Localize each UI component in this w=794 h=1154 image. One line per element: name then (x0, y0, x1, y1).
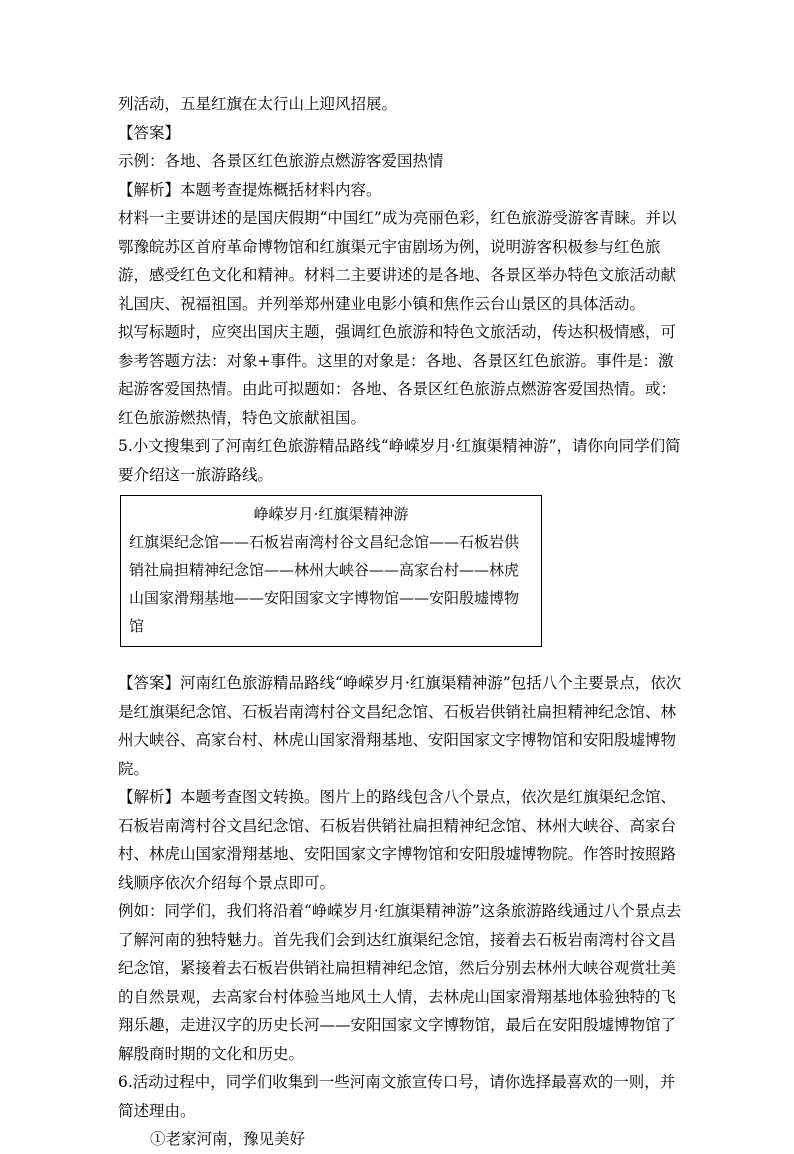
analysis-paragraph-2: 拟写标题时，应突出国庆主题，强调红色旅游和特色文旅活动，传达积极情感，可参考答题方法：对象+事件。这里的对象是：各地、各景区红色旅游。事件是：激起游客爱国热情。由此可拟题如：各地、各景区红色旅游点燃游客爱国热情。或：红色旅游燃热情，特色文旅献祖国。 (118, 323, 677, 427)
example-5: 例如：同学们，我们将沿着“峥嵘岁月·红旗渠精神游”这条旅游路线通过八个景点去了解河南的独特魅力。首先我们会到达红旗渠纪念馆，接着去石板岩南湾村谷文昌纪念馆，紧接着去石板岩供销社扁担精神纪念馆，然后分别去林州大峡谷观赏壮美的自然景观，去高家台村体验当地风土人情，去林虎山国家滑翔基地体验独特的飞翔乐趣，走进汉字的历史长河——安阳国家文字博物馆，最后在安阳殷墟博物馆了解殷商时期的文化和历史。 (118, 902, 682, 1063)
analysis-paragraph-1: 材料一主要讲述的是国庆假期“中国红”成为亮丽色彩，红色旅游受游客青睐。并以鄂豫皖苏区首府革命博物馆和红旗渠元宇宙剧场为例，说明游客积极参与红色旅游，感受红色文化和精神。材料二主要讲述的是各地、各景区举办特色文旅活动献礼国庆、祝福祖国。并列举郑州建业电影小镇和焦作云台山景区的具体活动。 (118, 209, 677, 313)
answer-label: 【答案】 (118, 123, 181, 142)
answer-5: 【答案】河南红色旅游精品路线“峥嵘岁月·红旗渠精神游”包括八个主要景点，依次是红旗渠纪念馆、石板岩南湾村谷文昌纪念馆、石板岩供销社扁担精神纪念馆、林州大峡谷、高家台村、林虎山国家滑翔基地、安阳国家文字博物馆和安阳殷墟博物院。 (118, 674, 682, 778)
question-6: 6.活动过程中，同学们收集到一些河南文旅宣传口号，请你选择最喜欢的一则，并简述理由。 (118, 1073, 676, 1120)
analysis-heading: 【解析】本题考查提炼概括材料内容。 (118, 180, 382, 199)
slogan-1: ①老家河南，豫见美好 (150, 1130, 306, 1148)
analysis-5: 【解析】本题考查图文转换。图片上的路线包含八个景点，依次是红旗渠纪念馆、石板岩南湾村谷文昌纪念馆、石板岩供销社扁担精神纪念馆、林州大峡谷、高家台村、林虎山国家滑翔基地、安阳国家文字博物馆和安阳殷墟博物院。作答时按照路线顺序依次介绍每个景点即可。 (118, 788, 677, 892)
spacer (118, 647, 688, 669)
route-title: 峥嵘岁月·红旗渠精神游 (253, 505, 409, 523)
paragraph-continuation: 列活动，五星红旗在太行山上迎风招展。 (118, 95, 398, 113)
document-page (118, 90, 688, 1154)
question-5: 5.小文搜集到了河南红色旅游精品路线“峥嵘岁月·红旗渠精神游”，请你向同学们简要介绍这一旅游路线。 (118, 437, 681, 484)
route-body: 红旗渠纪念馆——石板岩南湾村谷文昌纪念馆——石板岩供销社扁担精神纪念馆——林州大峡谷——高家台村——林虎山国家滑翔基地——安阳国家文字博物馆——安阳殷墟博物馆 (129, 533, 520, 635)
route-box (120, 495, 542, 647)
answer-text: 示例：各地、各景区红色旅游点燃游客爱国热情 (118, 152, 444, 170)
